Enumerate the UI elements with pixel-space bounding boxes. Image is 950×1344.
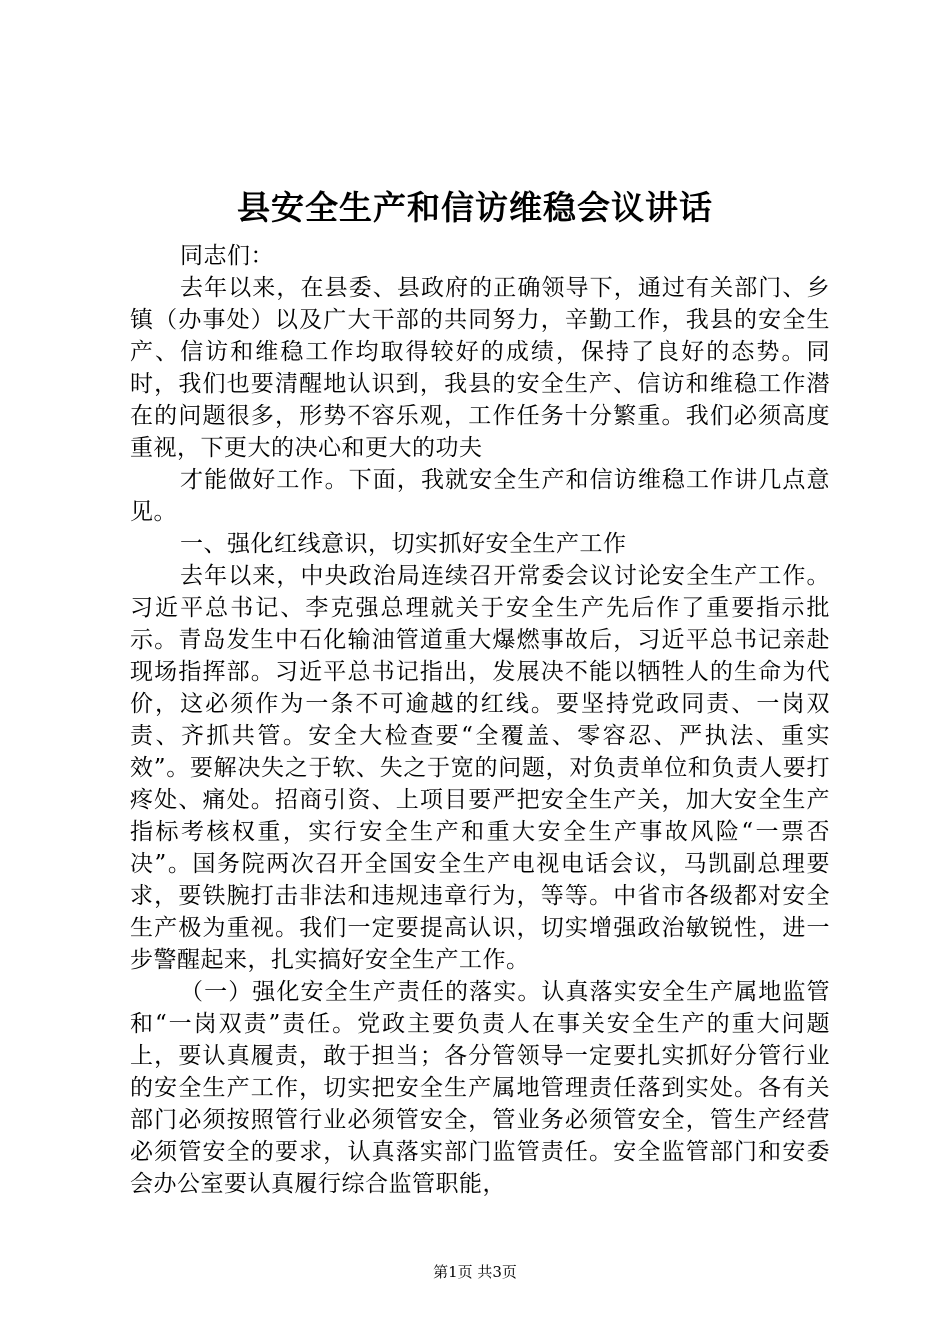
body-paragraph: （一）强化安全生产责任的落实。认真落实安全生产属地监管和“一岗双责”责任。党政主要负责人在事关安全生产的重大问题上，要认真履责，敢于担当；各分管领导一定要扎实抓好分管行业的安全生产工作，切实把安全生产属地管理责任落到实处。各有关部门必须按照管行业必须管安全，管业务必须管安全，管生产经营必须管安全的要求，认真落实部门监管责任。安全监管部门和安委会办公室要认真履行综合监管职能， <box>130 979 830 1197</box>
body-paragraph: 去年以来，中央政治局连续召开常委会议讨论安全生产工作。习近平总书记、李克强总理就关于安全生产先后作了重要指示批示。青岛发生中石化输油管道重大爆燃事故后，习近平总书记亲赴现场指挥部。习近平总书记指出，发展决不能以牺牲人的生命为代价，这必须作为一条不可逾越的红线。要坚持党政同责、一岗双责、齐抓共管。安全大检查要“全覆盖、零容忍、严执法、重实效”。要解决失之于软、失之于宽的问题，对负责单位和负责人要打疼处、痛处。招商引资、上项目要严把安全生产关，加大安全生产指标考核权重，实行安全生产和重大安全生产事故风险“一票否决”。国务院两次召开全国安全生产电视电话会议，马凯副总理要求，要铁腕打击非法和违规违章行为，等等。中省市各级都对安全生产极为重视。我们一定要提高认识，切实增强政治敏锐性，进一步警醒起来，扎实搞好安全生产工作。 <box>130 563 830 973</box>
salutation: 同志们： <box>180 243 274 269</box>
document-body <box>130 240 830 1200</box>
section-heading: 一、强化红线意识，切实抓好安全生产工作 <box>180 531 627 557</box>
body-paragraph: 去年以来，在县委、县政府的正确领导下，通过有关部门、乡镇（办事处）以及广大干部的共同努力，辛勤工作，我县的安全生产、信访和维稳工作均取得较好的成绩，保持了良好的态势。同时，我们也要清醒地认识到，我县的安全生产、信访和维稳工作潜在的问题很多，形势不容乐观，工作任务十分繁重。我们必须高度重视，下更大的决心和更大的功夫 <box>130 275 830 461</box>
page-footer: 第1页 共3页 <box>433 1263 517 1281</box>
document-title: 县安全生产和信访维稳会议讲话 <box>237 188 713 227</box>
body-paragraph: 才能做好工作。下面，我就安全生产和信访维稳工作讲几点意见。 <box>130 467 830 525</box>
